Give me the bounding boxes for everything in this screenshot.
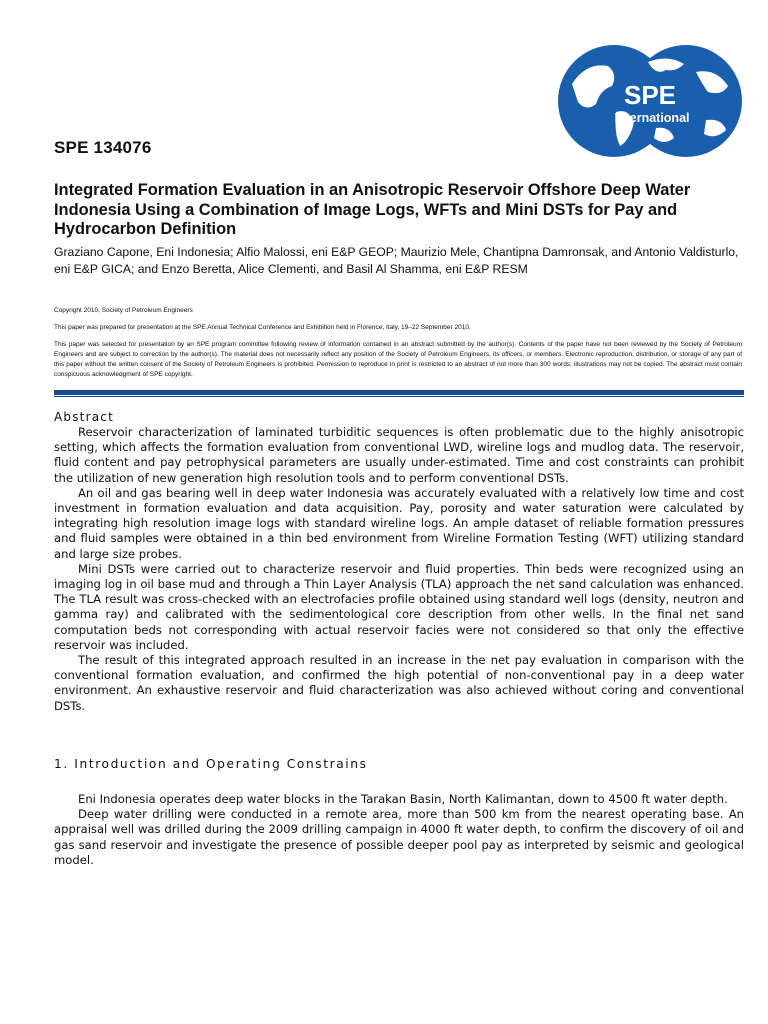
abstract-paragraph: Mini DSTs were carried out to characterize reservoir and fluid properties. Thin beds were recognized using an imaging log in oil base mud and through a Thin Layer Analysis (TLA) approach the net sand calculation was enhanced. The TLA result was cross-checked with an electrofacies profile obtained using standard well logs (density, neutron and gamma ray) and calibrated with the sedimentological core description from other wells. In the final net sand computation beds not corresponding with actual reservoir facies were not considered so that only the effective reservoir was included. [54, 561, 744, 652]
abstract-body [54, 425, 744, 714]
paper-title: Integrated Formation Evaluation in an Anisotropic Reservoir Offshore Deep Water Indonesia Using a Combination of Image Logs, WFTs and Mini DSTs for Pay and Hydrocarbon Definition [54, 181, 691, 238]
paper-number: SPE 134076 [54, 138, 152, 157]
selection-notice: This paper was selected for presentation by an SPE program committee following review of information contained in an abstract submitted by the author(s). Contents of the paper have not been reviewed by the Society of Petroleum Engineers and are subject to correction by the author(s). The material does not necessarily reflect any position of the Society of Petroleum Engineers, its officers, or members. Electronic reproduction, distribution, or storage of any part of this paper without the written consent of the Society of Petroleum Engineers is prohibited. Permission to reproduce in print is restricted to an abstract of not more than 300 words; illustrations may not be copied. The abstract must contain conspicuous acknowledgment of SPE copyright. [54, 341, 742, 378]
divider-thin [54, 396, 744, 397]
abstract-paragraph: The result of this integrated approach resulted in an increase in the net pay evaluation in comparison with the conventional formation evaluation, and confirmed the high potential of non-conventional pay in a deep water environment. An exhaustive reservoir and fluid characterization was also achieved without coring and conventional DSTs. [54, 653, 744, 713]
logo-subtitle: International [614, 111, 690, 125]
divider-thick [54, 390, 744, 395]
authors: Graziano Capone, Eni Indonesia; Alfio Malossi, eni E&P GEOP; Maurizio Mele, Chantipna Damronsak, and Antonio Valdisturlo, eni E&P GICA; and Enzo Beretta, Alice Clementi, and Basil Al Shamma, eni E&P RESM [54, 245, 739, 276]
spe-international-logo [556, 42, 744, 160]
introduction-paragraph: Eni Indonesia operates deep water blocks in the Tarakan Basin, North Kalimantan, down to 4500 ft water depth. [78, 792, 728, 806]
copyright-notice: Copyright 2010, Society of Petroleum Engineers [54, 307, 193, 314]
section-heading-introduction: 1. Introduction and Operating Constrains [54, 757, 368, 771]
abstract-paragraph: Reservoir characterization of laminated turbiditic sequences is often problematic due to the highly anisotropic setting, which affects the formation evaluation from conventional LWD, wireline logs and mudlog data. The reservoir, fluid content and pay petrophysical parameters are usually under-estimated. Time and cost constraints can prohibit the utilization of new generation high resolution tools and to perform conventional DSTs. [54, 425, 744, 485]
abstract-heading: Abstract [54, 410, 114, 424]
presentation-notice: This paper was prepared for presentation at the SPE Annual Technical Conference and Exhibition held in Florence, Italy, 19–22 September 2010. [54, 324, 471, 331]
logo-brand: SPE [623, 80, 677, 110]
abstract-paragraph: An oil and gas bearing well in deep water Indonesia was accurately evaluated with a relatively low time and cost investment in formation evaluation and data acquisition. Pay, porosity and water saturation were calculated by integrating high resolution image logs with standard wireline logs. An ample dataset of reliable formation pressures and fluid samples were obtained in a thin bed environment from Wireline Formation Testing (WFT) utilizing standard and large size probes. [54, 485, 744, 561]
introduction-body [54, 792, 744, 868]
introduction-paragraph: Deep water drilling were conducted in a remote area, more than 500 km from the nearest operating base. An appraisal well was drilled during the 2009 drilling campaign in 4000 ft water depth, to confirm the discovery of oil and gas sand reservoir and investigate the presence of possible deeper pool pay as interpreted by seismic and geological model. [54, 807, 744, 867]
